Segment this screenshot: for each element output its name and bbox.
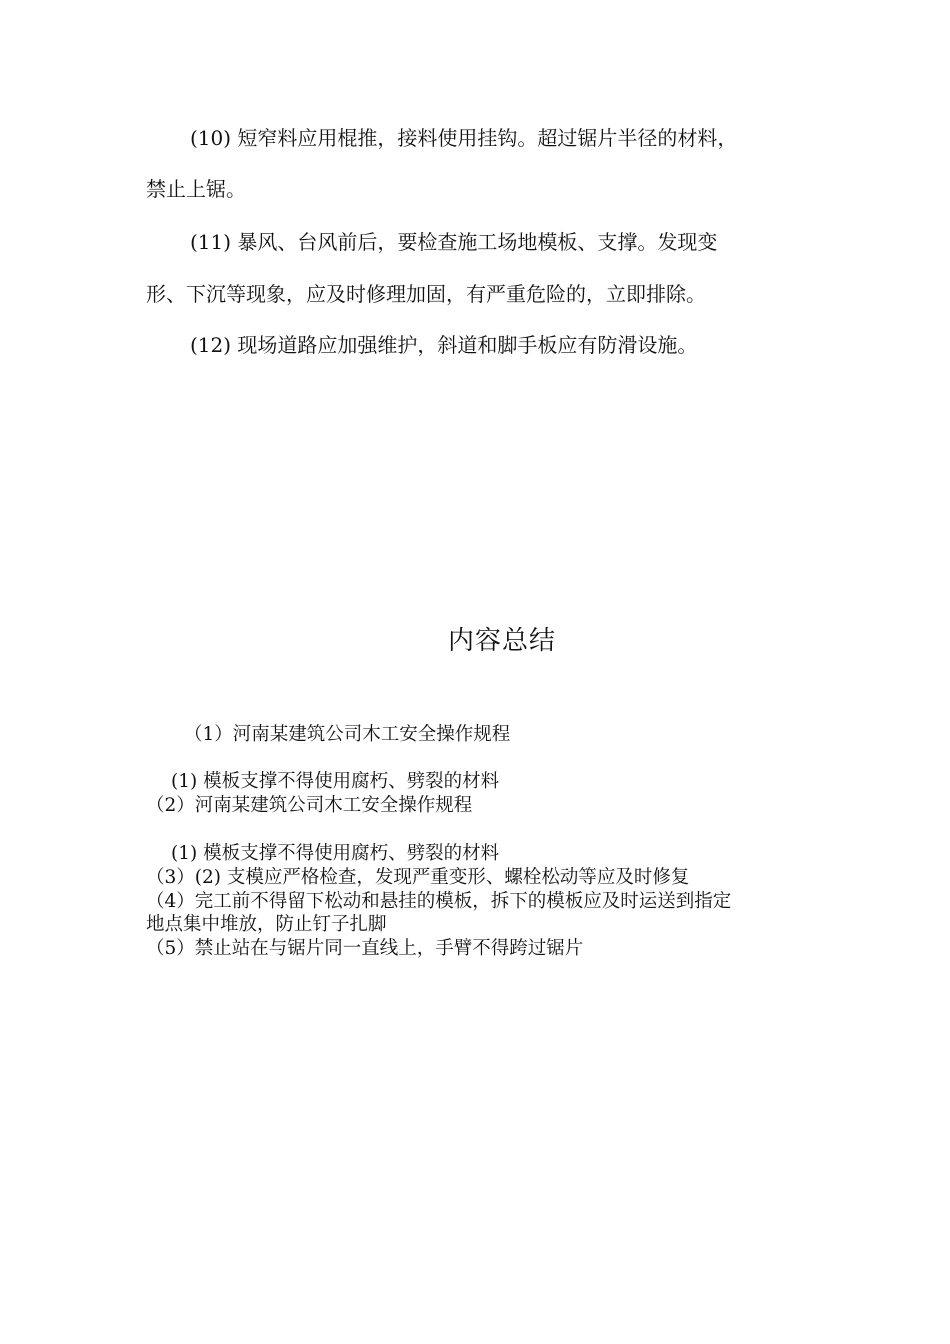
paragraph-10-line-2: 禁止上锯。 [146,177,246,201]
summary-title: 内容总结 [448,626,557,656]
paragraph-11-line-2: 形、下沉等现象，应及时修理加固，有严重危险的，立即排除。 [146,282,706,306]
summary-item-1: （1）河南某建筑公司木工安全操作规程 [184,724,511,745]
summary-item-3: （3）(2) 支模应严格检查，发现严重变形、螺栓松动等应及时修复 [146,867,690,888]
summary-item-5: （5）禁止站在与锯片同一直线上，手臂不得跨过锯片 [146,938,584,959]
paragraph-12-line-1: (12) 现场道路应加强维护，斜道和脚手板应有防滑设施。 [190,333,698,357]
summary-item-4-line-2: 地点集中堆放，防止钉子扎脚 [146,914,387,935]
summary-item-2: （2）河南某建筑公司木工安全操作规程 [146,795,473,816]
paragraph-10-line-1: (10) 短窄料应用棍推，接料使用挂钩。超过锯片半径的材料， [190,126,738,150]
summary-item-1-sub: (1) 模板支撑不得使用腐朽、劈裂的材料 [171,771,500,792]
summary-item-4-line-1: （4）完工前不得留下松动和悬挂的模板，拆下的模板应及时运送到指定 [146,891,732,912]
paragraph-11-line-1: (11) 暴风、台风前后，要检查施工场地模板、支撑。发现变 [190,230,718,254]
summary-item-2-sub: (1) 模板支撑不得使用腐朽、劈裂的材料 [171,843,500,864]
